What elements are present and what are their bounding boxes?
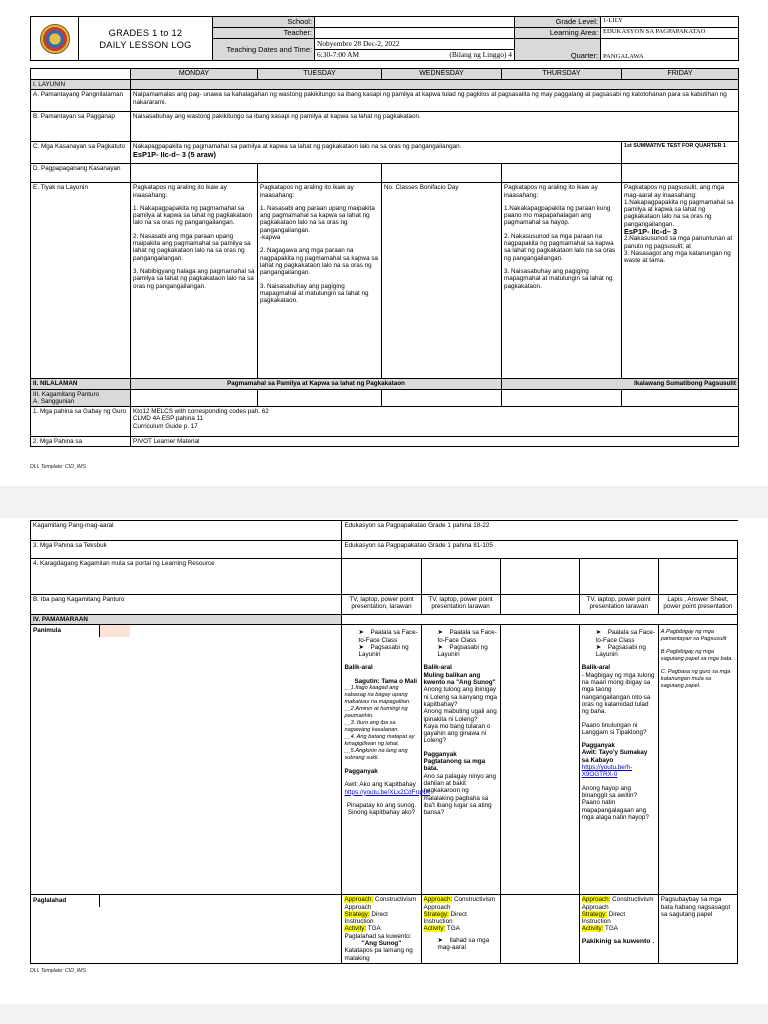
paglalahad-wednesday [500, 895, 579, 964]
iba-pang-kagamitan-tuesday: TV, laptop, power point presentation larawan [421, 595, 500, 615]
row-label-gabay-ng-guro: 1. Mga pahina sa Gabay ng Guro [31, 407, 131, 437]
kasanayan-sentence: Nakapagpapakita ng pagmamahal sa pamilya at kapwa sa lahat ng pagkakataon lalo na sa oras ng pangangailangan. [133, 143, 462, 151]
learning-area-label: Learning Area: [515, 28, 601, 39]
lesson-plan-grid-page-2 [30, 520, 738, 964]
arrow-bullet-icon: ➤ [595, 629, 601, 637]
page-separator [0, 486, 768, 518]
arrow-bullet-icon: ➤ [437, 629, 443, 637]
document-page-1 [0, 0, 768, 486]
quarter-value: PANGALAWA [601, 39, 739, 61]
row-label-pamantayang-pangnilalaman: A. Pamantayang Pangnilalaman [31, 90, 131, 112]
grade-level-label: Grade Level: [515, 17, 601, 28]
grade-level-value: 1-LILY [601, 17, 739, 28]
kasanayan-sa-pagkatuto-text [131, 142, 622, 164]
tiyak-na-layunin-friday: Pagkatapos ng pagsusulit, ang mga mag-aaral ay inaasahang: 1.Nakapagpapakita ng pagmamahal sa pamilya at kapwa sa lahat ng pagkakataon lalo na sa oras ng pangangailangan. EsP1P- IIc-d– 3 2.Nakasusunod sa mga panuntunan at panuto ng pagsusulit; at 3. Nasasagot ang mga katanungan ng waste at tama. [622, 183, 739, 379]
row-label-tiyak-na-layunin: E. Tiyak na Layunin [31, 183, 131, 379]
panimula-wednesday [500, 625, 579, 895]
panimula-friday: A.Pagbibigay ng mga pamantayan sa Pagsusulit B.Pagbibigay ng mga sagutang papel sa mga bata. C. Pagbasa ng guro sa mga katanungan mula sa sagutang papel. [658, 625, 737, 895]
section-kagamitang-panturo: III. Kagamitang Panturo A. Sanggunian [31, 389, 131, 407]
row-label-kagamitang-pang-mag-aaral: Kagamitang Pang-mag-aaral [31, 521, 342, 541]
arrow-bullet-icon: ➤ [358, 643, 364, 651]
arrow-bullet-icon: ➤ [437, 643, 443, 651]
teaching-dates-value: Nobyembre 28 Dec-2, 2022 [315, 39, 515, 50]
learning-area-value: EDUKASYON SA PAGPAPAKATAO [601, 28, 739, 39]
tiyak-na-layunin-wednesday: No. Classes Bonifacio Day [382, 183, 502, 379]
tiyak-na-layunin-thursday: Pagkatapos ng araling ito ikaw ay inaasahang: 1.Nakakapagpapakita ng paraan kung paano mo mapapahalagan ang pagmamahal sa hayop. 2. Nakasusunod sa mga paraan na nagpapakita ng pagmamahal sa kapwa sa lahat ng pagkakataon lalo na sa oras ng pangangailangan. 3. Naisasabuhay ang pagiging mapagmahal at matulungin sa lahat ng pagkakataon. [502, 183, 622, 379]
panimula-thursday: ➤ Paalala sa Face-to-Face Class ➤ Pagsasabi ng Layunin Balik-aral - Magbigay ng mga tulong na maari mong ibigay sa mga taong nangangailangan nito sa oras ng kalamidad tulad ng baha. Paano tinulungan ni Langgam si Tipaklong? Pagganyak Awit: Tayo'y Sumakay sa Kabayo https://youtu.be/h-X9OGTRX-0 Anong hayop ang binanggit sa awitin? Paano natin mapapangalagaan ang mga alaga natin hayop? [579, 625, 658, 895]
school-label: School: [213, 17, 315, 28]
row-label-pamantayan-sa-pagganap: B. Pamantayan sa Pagganap [31, 112, 131, 142]
mga-pahina-text: PIVOT Learner Material [131, 437, 739, 447]
teacher-label: Teacher: [213, 28, 315, 39]
row-label-pagpapaganang-kasanayan: D. Pagpapaganang Kasanayan [31, 164, 131, 183]
day-header-tuesday: TUESDAY [258, 69, 382, 80]
teaching-time-value: 6:30-7:00 AM [315, 50, 415, 61]
tiyak-na-layunin-monday: Pagkatapos ng araling ito ikaw ay inaasahang: 1. Nakapagpapakita ng pagmamahal sa pamilya at kapwa sa lahat ng pagkakataon lalo na sa oras ng pangangailangan. 2. Nasasabi ang mga paraan upang maipakita ang pagmamahal sa pamilya sa lahat ng pagkakataon lalo na sa oras ng pangangailangan. 3. Nabibigyang halaga ang pagmamahal sa pamilya sa lahat ng pagkakataon lalo na sa oras ng pangangailangan. [131, 183, 258, 379]
day-header-friday: FRIDAY [622, 69, 739, 80]
arrow-bullet-icon: ➤ [437, 936, 443, 944]
day-header-thursday: THURSDAY [502, 69, 622, 80]
teksbuk-text: Edukasyon sa Pagpapakatao Grade 1 pahina 81-105 [342, 541, 738, 559]
bullet-item: ➤ Paalala sa Face-to-Face Class [595, 629, 655, 644]
awit-video-link[interactable]: https://youtu.be/h-X9OGTRX-0 [581, 764, 633, 779]
panimula-tuesday: ➤ Paalala sa Face-to-Face Class ➤ Pagsasabi ng Layunin Balik-aral Muling balikan ang kwento na "Ang Sunog" Anong tulong ang ibinigay ni Loleng sa kanyang mga kapitbahay? Anong mabuting ugali ang ipinakita ni Loleng? Kaya mo bang tularan o gayahin ang ginawa ni Loleng? Pagganyak Pagtatanong sa mga bata. Ano sa palagay ninyo ang dahilan at bakit nagkakaroon ng malalaking pagbaha sa iba't ibang lugar sa ating bansa? [421, 625, 500, 895]
week-number-value: (Bilang ng Linggo) 4 [415, 50, 515, 61]
arrow-bullet-icon: ➤ [595, 643, 601, 651]
friday-summative-note: 1st SUMMATIVE TEST FOR QUARTER 1 [622, 142, 739, 164]
dll-header-table [30, 16, 739, 61]
row-label-kasanayan-sa-pagkatuto: C. Mga Kasanayan sa Pagkatuto [31, 142, 131, 164]
iba-pang-kagamitan-thursday: TV, laptop, power point presentation larawan [579, 595, 658, 615]
section-layunin: I. LAYUNIN [31, 80, 131, 90]
teacher-value [315, 28, 515, 39]
template-note: DLL Template: CID_IMS [30, 464, 86, 470]
kasanayan-code: EsP1P- IIc-d– 3 (5 araw) [133, 149, 216, 159]
tiyak-na-layunin-tuesday: Pagkatapos ng araling ito ikaw ay inaasahang: 1. Nasasabi ang paraan upang maipakita ang pagmamahal sa kapwa sa lahat ng pagkakataon lalo na sa oras ng pangangailangan. -kapwa 2. Nagagawa ang mga paraan na nagpapakita ng pagmamahal sa kapwa sa lahat ng pagkakataon lalo na sa oras ng pangangailangan. 3. Naisasabuhay ang pagiging mapagmahal at matulungin sa lahat ng pagkakataon. [258, 183, 382, 379]
school-seal-logo [31, 17, 79, 61]
paglalahad-monday: Approach: Constructivism Approach Strategy: Direct Instruction Activity: TGA Paglalahad sa kuwento: "Ang Sunog" Katatapos pa lamang ng malaking [342, 895, 421, 964]
section-pamamaraan: IV. PAMAMARAAN [31, 615, 342, 625]
row-label-mga-pahina: 2. Mga Pahina sa [31, 437, 131, 447]
day-header-monday: MONDAY [131, 69, 258, 80]
nilalaman-friday: Ikalawang Sumatibong Pagsusulit [502, 379, 739, 389]
teaching-dates-label: Teaching Dates and Time: [213, 39, 315, 61]
template-note: DLL Template: CID_IMS [30, 968, 86, 974]
bullet-item: ➤ Ilahad sa mga mag-aaral [437, 936, 490, 952]
document-page-2 [0, 518, 768, 1004]
awit-video-link[interactable]: https://youtu.be/XLx2CdFrqNA [344, 788, 430, 796]
bullet-item: ➤ Paalala sa Face-to-Face Class [358, 629, 418, 644]
document-title: GRADES 1 to 12 DAILY LESSON LOG [79, 17, 213, 61]
section-nilalaman: II. NILALAMAN [31, 379, 131, 389]
iba-pang-kagamitan-monday: TV, laptop, power point presentation, larawan [342, 595, 421, 615]
school-value [315, 17, 515, 28]
paglalahad-tuesday: Approach: Constructivism Approach Strategy: Direct Instruction Activity: TGA ➤ Ilahad sa mga mag-aaral [421, 895, 500, 964]
arrow-bullet-icon: ➤ [358, 629, 364, 637]
page-bottom-gap [0, 1004, 768, 1024]
nilalaman-text: Pagmamahal sa Pamilya at Kapwa sa lahat ng Pagkakataon [131, 379, 502, 389]
iba-pang-kagamitan-friday: Lapis , Answer Sheet, power point presentation [658, 595, 737, 615]
kagamitang-pang-mag-aaral-text: Edukasyon sa Pagpapakatao Grade 1 pahina 18-22 [342, 521, 738, 541]
bullet-item: ➤ Pagsasabi ng Layunin [595, 643, 646, 659]
row-label-paglalahad: Paglalahad [31, 895, 342, 964]
row-label-panimula: Panimula [31, 625, 342, 895]
row-label-teksbuk: 3. Mga Pahina sa Teksbuk [31, 541, 342, 559]
row-label-iba-pang-kagamitan: B. Iba pang Kagamitang Panturo [31, 595, 342, 615]
day-header-wednesday: WEDNESDAY [382, 69, 502, 80]
bullet-item: ➤ Pagsasabi ng Layunin [358, 643, 409, 659]
pamantayang-pangnilalaman-text: Naipamamalas ang pag- unawa sa kahalagahan ng wastong pakikitungo sa ibang kasapi ng pamilya at kapwa tulad ng pagkilos at pagsasalita ng may paggalang at pagsasabi ng katotohanan para sa kabutihan ng nakararami. [131, 90, 739, 112]
bullet-item: ➤ Paalala sa Face-to-Face Class [437, 629, 497, 644]
lesson-plan-grid-page-1 [30, 68, 739, 447]
paglalahad-thursday: Approach: Constructivism Approach Strategy: Direct Instruction Activity: TGA Pakikinig sa kuwento . [579, 895, 658, 964]
quarter-label: Quarter: [515, 39, 601, 61]
panimula-monday: ➤ Paalala sa Face-to-Face Class ➤ Pagsasabi ng Layunin Balik-aral Sagutin: Tama o Mali __1.Itago kaagad ang nabasag na bagay upang makaiwas na mapagalitan. __2.Aminin at humingi ng paumanhin. __3. Ituro ang iba sa nagawang kasalanan. __4. Ang batang matapat ay kinagigiliwan ng lahat. __5.Angkinin na lang ang sobrang sukli. Pagganyak Awit: Ako ang Kapitbahay https://youtu.be/XLx2CdFrqNA Pinapatay ko ang sunog. Sinong kapitbahay ako? [342, 625, 421, 895]
bullet-item: ➤ Pagsasabi ng Layunin [437, 643, 488, 659]
gabay-ng-guro-text: Kto12 MELCS with corresponding codes pah. 62 CLMD 4A ESP pahina 11 Curriculum Guide p. 17 [131, 407, 739, 437]
paglalahad-friday: Pagsubaybay sa mga bata habang nagsasagot sa sagutang papel [658, 895, 737, 964]
row-label-karagdagang-kagamitan: 4. Karagdagang Kagamitan mula sa portal ng Learning Resource [31, 559, 342, 595]
pamantayan-sa-pagganap-text: Naisasabuhay ang wastong pakikitungo sa ibang kasapi ng pamilya at kapwa sa lahat ng pagkakataon. [131, 112, 739, 142]
